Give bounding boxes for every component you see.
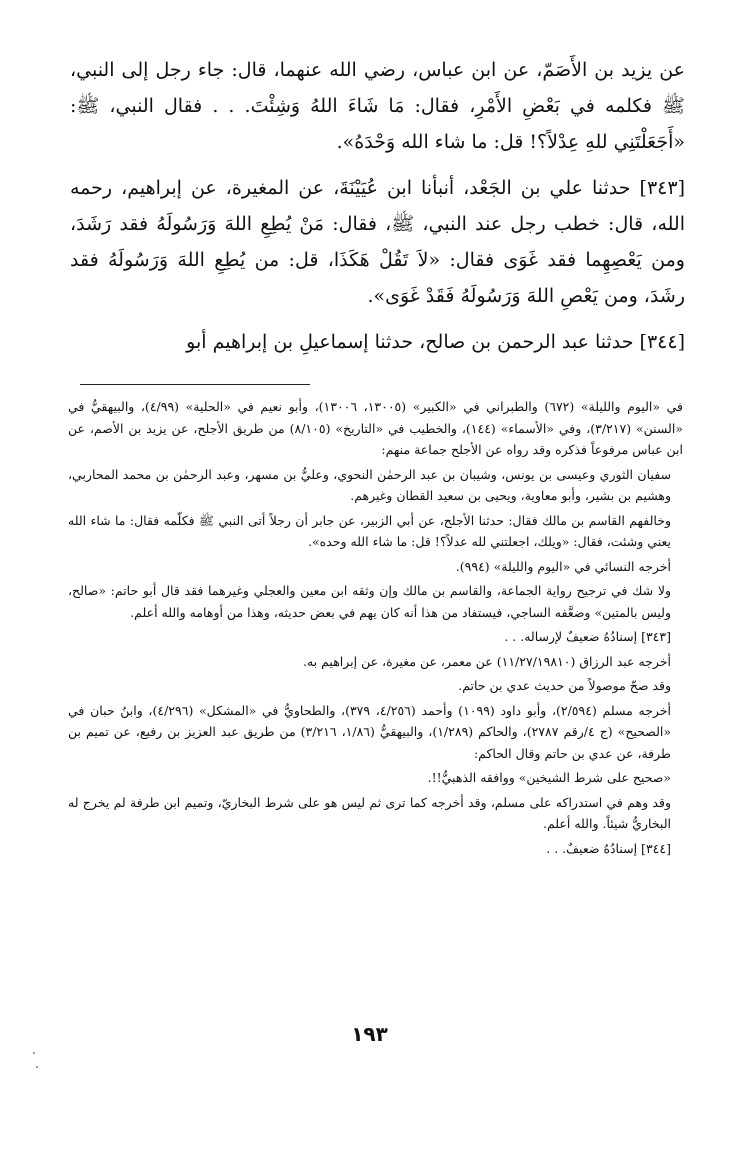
footnote-line: وخالفهم القاسم بن مالك فقال: حدثنا الأجلح، عن أبي الزبير، عن جابر أن رجلاً أتى النبي ﷺ فكلّمه فقال: ما شاء الله يعني وشئت، فقال: «ويلك، اجعلتني لله عدلاً؟! قل: ما شاء الله وحده». bbox=[68, 512, 671, 549]
hadith-paragraph-344: [٣٤٤] حدثنا عبد الرحمن بن صالح، حدثنا إسماعيلِ بن إبراهيم أبو bbox=[186, 331, 685, 353]
page-number: ١٩٣ bbox=[351, 1022, 388, 1046]
footnote-line: [٣٤٤] إسنادُهُ ضعيفٌ. . . bbox=[546, 840, 671, 856]
hadith-paragraph-343: [٣٤٣] حدثنا علي بن الجَعْد، أنبأنا ابن عُيَيْنَةَ، عن المغيرة، عن إبراهيم، رحمه الله، قال: خطب رجل عند النبي، ﷺ، فقال: مَنْ يُطِعِ اللهَ وَرَسُولَهُ فقد رَشَدَ، ومن يَعْصِهِما فقد غَوَى فقال: «لاَ تَقُلْ هَكَذَا، قل: من يُطِعِ اللهَ وَرَسُولَهُ فقد رشَدَ، ومن يَعْصِ اللهَ وَرَسُولَهُ فَقَدْ غَوَى». bbox=[70, 177, 685, 307]
main-text bbox=[70, 52, 685, 370]
scan-speck bbox=[36, 1066, 38, 1068]
hadith-paragraph-1: عن يزيد بن الأَصَمّ، عن ابن عباس، رضي الله عنهما، قال: جاء رجل إلى النبي، ﷺ فكلمه في بَعْضِ الأَمْرِ، فقال: مَا شَاءَ اللهُ وَشِئْتَ. . . فقال النبي، ﷺ: «أَجَعَلْتَنِي للهِ عِدْلاً؟! قل: ما شاء الله وَحْدَهُ». bbox=[70, 59, 685, 153]
footnote-line: أخرجه مسلم (٢/٥٩٤)، وأبو داود (١٠٩٩) وأحمد (٤/٢٥٦، ٣٧٩)، والطحاويُّ في «المشكل» (٤/٢٩٦)، وابنُ حبان في «الصحيح» (ج ٤/رقم ٢٧٨٧)، والحاكم (١/٢٨٩)، والبيهقيُّ (١/٨٦، ٣/٢١٦) من طريق عبد العزيز بن رفيع، عن تميم بن طرفة، عن عدي بن حاتم وقال الحاكم: bbox=[68, 702, 672, 761]
footnote-line: سفيان الثوري وعيسى بن يونس، وشيبان بن عبد الرحمٰن النحوي، وعليُّ بن مسهر، وعبد الرحمٰن بن محمد المحاربي، وهشيم بن بشير، وأبو معاوية، ويحيى بن سعيد القطان وغيرهم. bbox=[68, 466, 671, 503]
footnote-line: ولا شك في ترجيح رواية الجماعة، والقاسم بن مالك وإن وثقه ابن معين والعجلي وغيرهما فقد قال أبو حاتم: «صالح، وليس بالمتين» وضعَّفه الساجي، فيستفاد من هذا أنه كان يهم في بعض حديثه، وهذا من أوهامه والله أعلم. bbox=[68, 583, 671, 620]
footnotes bbox=[68, 396, 683, 862]
footnote-separator bbox=[80, 384, 310, 385]
footnote-line: وقد وهم في استدراكه على مسلم، وقد أخرجه كما ترى ثم ليس هو على شرط البخاريّ، وتميم ابن طرفة لم يخرج له البخاريُّ شيئاً. والله أعلم. bbox=[68, 794, 671, 831]
footnote-line: أخرجه النسائي في «اليوم والليلة» (٩٩٤). bbox=[455, 558, 671, 574]
footnote-line: [٣٤٣] إسنادُهُ ضعيفٌ لإرساله. . . bbox=[504, 629, 671, 644]
footnote-line: «صحيح على شرط الشيخين» ووافقه الذهبيُّ!!. bbox=[427, 770, 671, 785]
scan-speck bbox=[33, 1052, 35, 1054]
footnote-line: وقد صحّ موصولاً من حديث عدي بن حاتم. bbox=[458, 678, 671, 693]
footnote-line: أخرجه عبد الرزاق (١١/٢٧/١٩٨١٠) عن معمر، عن مغيرة، عن إبراهيم به. bbox=[302, 653, 671, 669]
footnote-line: في «اليوم والليلة» (٦٧٢) والطبراني في «الكبير» (١٣٠٠٥، ١٣٠٠٦)، وأبو نعيم في «الحلية» (٤/٩٩)، والبيهقيُّ في «السنن» (٣/٢١٧)، وفي «الأسماء» (١٤٤)، والخطيب في «التاريخ» (٨/١٠٥) من طريق الأجلح، عن يزيد بن الأصم، عن ابن عباس مرفوعاً فذكره وقد رواه عن الأجلح جماعة منهم: bbox=[68, 399, 683, 457]
